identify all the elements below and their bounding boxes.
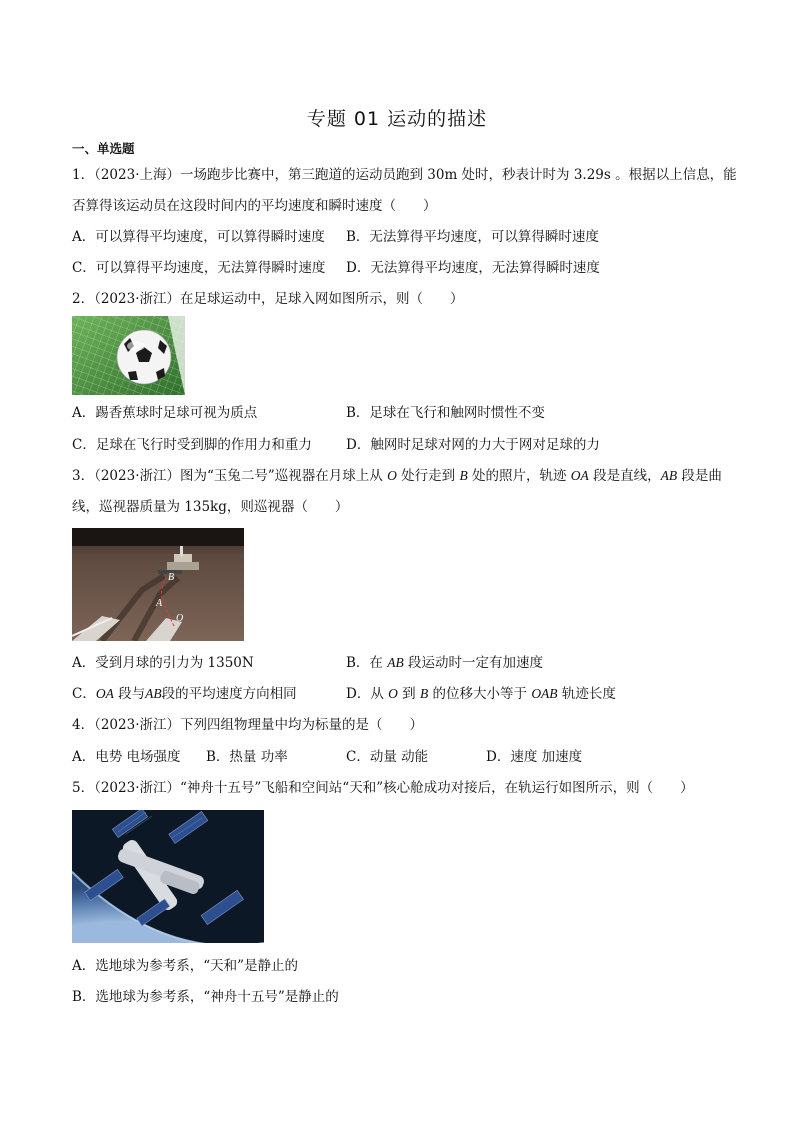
label-o: O [176, 613, 184, 624]
q4-option-c: C．动量 动能 [346, 749, 429, 765]
label-a: A [156, 598, 163, 609]
space-station-photo [72, 810, 264, 943]
q2-option-a: A．踢香蕉球时足球可视为质点 [72, 405, 258, 421]
section-heading: 一、单选题 [72, 141, 135, 156]
soccer-goal-photo [72, 316, 185, 395]
q5-option-b: B．选地球为参考系，“神舟十五号”是静止的 [72, 989, 339, 1005]
q1-stem-line-1: 1．（2023·上海）一场跑步比赛中，第三跑道的运动员跑到 30m 处时，秒表计时为 3.29s 。根据以上信息，能 [72, 167, 737, 183]
q2-option-c: C．足球在飞行时受到脚的作用力和重力 [72, 437, 312, 453]
label-b: B [168, 572, 175, 583]
q2-stem: 2．（2023·浙江）在足球运动中，足球入网如图所示，则（ ） [72, 291, 464, 307]
lunar-rover-photo [72, 528, 244, 641]
q3-stem-line-1: 3．（2023·浙江）图为“玉兔二号”巡视器在月球上从 O 处行走到 B 处的照片，轨迹 OA 段是直线，AB 段是曲 [72, 468, 722, 484]
q3-stem-line-2: 线，巡视器质量为 135kg，则巡视器（ ） [72, 499, 349, 515]
q1-option-b: B．无法算得平均速度，可以算得瞬时速度 [346, 229, 599, 245]
q1-stem-line-2: 否算得该运动员在这段时间内的平均速度和瞬时速度（ ） [72, 198, 437, 214]
q3-option-b: B．在 AB 段运动时一定有加速度 [346, 655, 544, 671]
q5-option-a: A．选地球为参考系，“天和”是静止的 [72, 958, 299, 974]
q4-option-d: D．速度 加速度 [486, 749, 583, 765]
q1-option-c: C．可以算得平均速度，无法算得瞬时速度 [72, 260, 326, 276]
q4-stem: 4．（2023·浙江）下列四组物理量中均为标量的是（ ） [72, 717, 423, 733]
q4-option-b: B．热量 功率 [206, 749, 288, 765]
q2-option-d: D．触网时足球对网的力大于网对足球的力 [346, 437, 600, 453]
q1-option-d: D．无法算得平均速度，无法算得瞬时速度 [346, 260, 600, 276]
q1-option-a: A．可以算得平均速度，可以算得瞬时速度 [72, 229, 325, 245]
page-title: 专题 01 运动的描述 [306, 108, 488, 130]
q2-option-b: B．足球在飞行和触网时惯性不变 [346, 405, 545, 421]
q3-option-d: D．从 O 到 B 的位移大小等于 OAB 轨迹长度 [346, 686, 616, 702]
q4-option-a: A．电势 电场强度 [72, 749, 181, 765]
q5-stem: 5．（2023·浙江）“神舟十五号”飞船和空间站“天和”核心舱成功对接后，在轨运行如图所示，则（ ） [72, 780, 694, 796]
q3-option-c: C．OA 段与AB段的平均速度方向相同 [72, 686, 297, 702]
q3-option-a: A．受到月球的引力为 1350N [72, 655, 254, 671]
